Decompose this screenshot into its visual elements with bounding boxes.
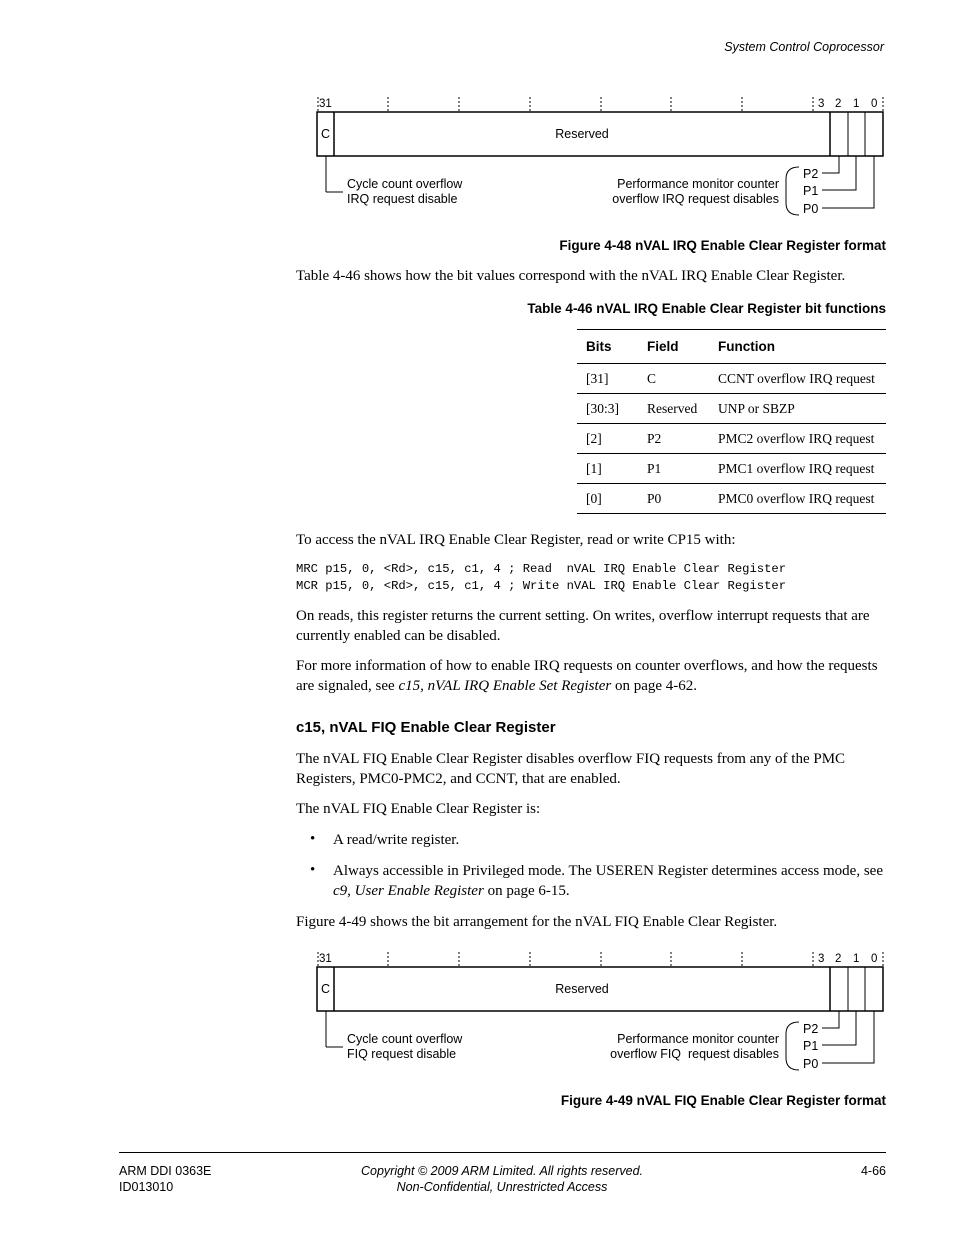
perf-label-line2: overflow FIQ request disables <box>610 1047 779 1061</box>
code-line-write: MCR p15, 0, <Rd>, c15, c1, 4 ; Write nVAL IRQ Enable Clear Register <box>296 579 787 593</box>
section-heading: c15, nVAL FIQ Enable Clear Register <box>296 719 556 736</box>
fiq-is-paragraph: The nVAL FIQ Enable Clear Register is: <box>296 801 541 817</box>
bit-label-31: 31 <box>319 953 332 965</box>
cycle-label-line2: FIQ request disable <box>347 1047 457 1061</box>
page-number: 4-66 <box>860 1164 886 1178</box>
reads-paragraph: On reads, this register returns the current setting. On writes, overflow interrupt requests that are currently enabled can be disabled. <box>296 608 870 644</box>
cell-field: C <box>638 364 709 394</box>
bit-label-0: 0 <box>871 98 878 110</box>
figure-4-49-intro: Figure 4-49 shows the bit arrangement for the nVAL FIQ Enable Clear Register. <box>296 914 778 930</box>
more-info-text: For more information of how to enable IRQ requests on counter overflows, and how the requests are signaled, see <box>296 658 878 694</box>
issue-id: ID013010 <box>119 1180 174 1194</box>
bullet-item-readwrite: A read/write register. <box>333 832 460 848</box>
bullet-marker: • <box>310 862 316 878</box>
bit-label-2: 2 <box>835 98 842 110</box>
header-bits: Bits <box>577 330 638 364</box>
table-row <box>577 454 886 484</box>
p0-label: P0 <box>803 202 819 216</box>
figure-caption-4-49: Figure 4-49 nVAL FIQ Enable Clear Register format <box>560 1093 886 1108</box>
table-caption: Table 4-46 nVAL IRQ Enable Clear Register bit functions <box>527 301 886 316</box>
fiq-description-paragraph: The nVAL FIQ Enable Clear Register disables overflow FIQ requests from any of the PMC Registers, PMC0-PMC2, and CCNT, that are enabled. <box>296 751 846 787</box>
cell-function: PMC1 overflow IRQ request <box>709 454 886 484</box>
perf-label-line2: overflow IRQ request disables <box>612 192 779 206</box>
field-reserved: Reserved <box>555 127 609 141</box>
cell-bits: [1] <box>577 454 638 484</box>
field-reserved: Reserved <box>555 982 609 996</box>
access-paragraph: To access the nVAL IRQ Enable Clear Register, read or write CP15 with: <box>296 532 736 548</box>
bit-label-31: 31 <box>319 98 332 110</box>
irq-set-register-link[interactable]: c15, nVAL IRQ Enable Set Register <box>398 677 612 694</box>
p1-label: P1 <box>803 184 819 198</box>
code-line-read: MRC p15, 0, <Rd>, c15, c1, 4 ; Read nVAL IRQ Enable Clear Register <box>296 562 787 576</box>
bit-label-1: 1 <box>853 98 860 110</box>
p2-label: P2 <box>803 1022 819 1036</box>
cell-field: P1 <box>638 454 709 484</box>
figure-caption-4-48: Figure 4-48 nVAL IRQ Enable Clear Register format <box>559 238 886 253</box>
bit-functions-table <box>577 329 886 514</box>
cell-bits: [0] <box>577 484 638 514</box>
bit-label-3: 3 <box>818 98 825 110</box>
perf-label-line1: Performance monitor counter <box>617 177 779 191</box>
running-header: System Control Coprocessor <box>724 40 884 54</box>
bit-label-0: 0 <box>871 953 878 965</box>
p2-label: P2 <box>803 167 819 181</box>
more-info-paragraph <box>296 657 888 696</box>
p1-label: P1 <box>803 1039 819 1053</box>
cell-field: Reserved <box>638 394 709 424</box>
copyright-notice: Copyright © 2009 ARM Limited. All rights reserved. <box>360 1164 643 1178</box>
cell-function: CCNT overflow IRQ request <box>709 364 886 394</box>
field-c: C <box>321 982 331 996</box>
table-intro-paragraph: Table 4-46 shows how the bit values correspond with the nVAL IRQ Enable Clear Register. <box>296 268 846 284</box>
table-row <box>577 424 886 454</box>
table-row <box>577 364 886 394</box>
doc-id: ARM DDI 0363E <box>119 1164 212 1178</box>
cell-function: PMC0 overflow IRQ request <box>709 484 886 514</box>
perf-label-line1: Performance monitor counter <box>617 1032 779 1046</box>
bullet-access-text: Always accessible in Privileged mode. The USEREN Register determines access mode, see <box>333 863 883 879</box>
field-c: C <box>321 127 331 141</box>
cell-function: UNP or SBZP <box>709 394 886 424</box>
bullet-access-page: on page 6-15. <box>483 882 570 899</box>
cell-bits: [30:3] <box>577 394 638 424</box>
bit-label-1: 1 <box>853 953 860 965</box>
more-info-page: on page 4-62. <box>611 677 697 694</box>
table-header-row <box>577 330 886 364</box>
cell-field: P0 <box>638 484 709 514</box>
cell-bits: [31] <box>577 364 638 394</box>
header-function: Function <box>709 330 886 364</box>
cell-function: PMC2 overflow IRQ request <box>709 424 886 454</box>
footer-center <box>300 1163 704 1195</box>
bit-label-2: 2 <box>835 953 842 965</box>
footer-left <box>119 1163 211 1195</box>
bit-label-3: 3 <box>818 953 825 965</box>
register-diagram-irq <box>0 0 954 240</box>
cycle-label-line1: Cycle count overflow <box>347 177 463 191</box>
confidentiality-notice: Non-Confidential, Unrestricted Access <box>396 1180 608 1194</box>
cell-field: P2 <box>638 424 709 454</box>
header-field: Field <box>638 330 709 364</box>
cycle-label-line1: Cycle count overflow <box>347 1032 463 1046</box>
table-row <box>577 484 886 514</box>
cell-bits: [2] <box>577 424 638 454</box>
bullet-item-access <box>333 862 888 901</box>
table-row <box>577 394 886 424</box>
cycle-label-line2: IRQ request disable <box>347 192 458 206</box>
footer-divider <box>119 1152 886 1153</box>
user-enable-register-link[interactable]: c9, User Enable Register <box>333 882 484 899</box>
bullet-marker: • <box>310 831 316 847</box>
p0-label: P0 <box>803 1057 819 1071</box>
code-block <box>296 561 786 595</box>
register-diagram-fiq <box>0 940 954 1090</box>
